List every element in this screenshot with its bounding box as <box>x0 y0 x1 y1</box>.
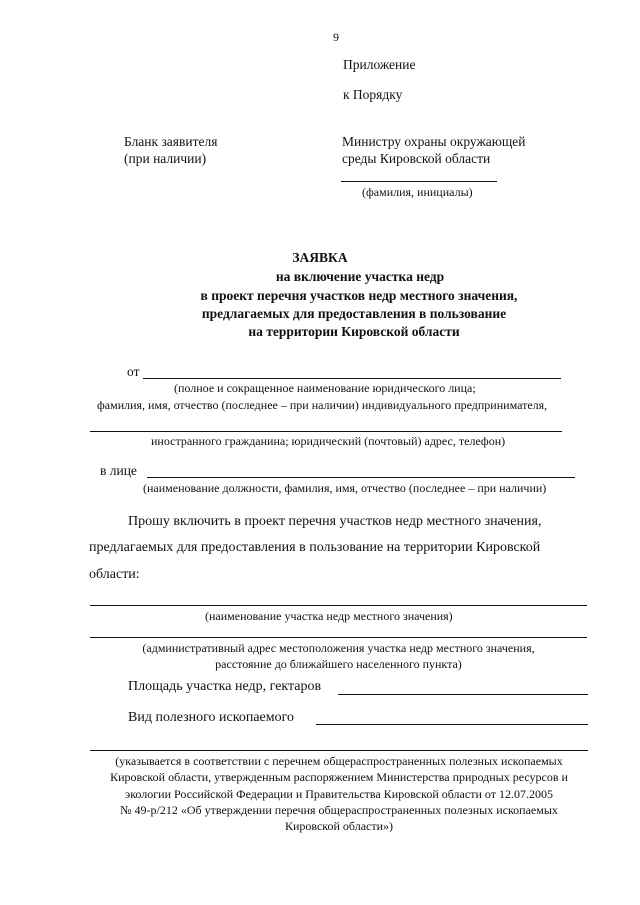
footnote-line1: (указывается в соответствии с перечнем общераспространенных полезных ископаемых <box>115 754 563 768</box>
footnote-line4: № 49-р/212 «Об утверждении перечня общераспространенных полезных ископаемых <box>120 803 558 817</box>
footnote-line5: Кировской области») <box>284 819 394 833</box>
request-line3: области: <box>89 567 140 582</box>
request-line1: Прошу включить в проект перечня участков недр местного значения, <box>128 514 542 529</box>
title-line3: предлагаемых для предоставления в пользование <box>201 306 507 321</box>
from-label: от <box>127 364 140 379</box>
site-address-line <box>90 637 587 638</box>
from-field-line2 <box>90 431 562 432</box>
page-number: 9 <box>333 30 339 44</box>
document-title: ЗАЯВКА <box>292 250 348 265</box>
from-field-line <box>143 378 561 379</box>
addressee-line1: Министру охраны окружающей <box>342 134 526 149</box>
person-label: в лице <box>100 463 137 478</box>
appendix-order: к Порядку <box>343 87 403 102</box>
person-field-line <box>147 477 575 478</box>
appendix-label: Приложение <box>343 57 416 72</box>
title-line1: на включение участка недр <box>275 269 445 284</box>
title-line2: в проект перечня участков недр местного значения, <box>200 288 518 303</box>
site-name-hint: (наименование участка недр местного значения) <box>205 609 453 623</box>
from-hint-line3: иностранного гражданина; юридический (почтовый) адрес, телефон) <box>151 434 506 448</box>
area-label: Площадь участка недр, гектаров <box>128 679 322 694</box>
area-field-line <box>338 694 588 695</box>
site-address-hint2: расстояние до ближайшего населенного пункта) <box>215 657 462 671</box>
footnote-line2: Кировской области, утвержденным распоряжением Министерства природных ресурсов и <box>110 770 568 784</box>
addressee-name-line <box>341 181 497 182</box>
site-address-hint1: (административный адрес местоположения участка недр местного значения, <box>142 641 535 655</box>
title-line4: на территории Кировской области <box>248 324 460 339</box>
footnote-line3: экологии Российской Федерации и Правительства Кировской области от 12.07.2005 <box>125 787 553 801</box>
applicant-form-note: (при наличии) <box>124 151 207 166</box>
footnote-line <box>90 750 588 751</box>
site-name-line <box>90 605 587 606</box>
mineral-label: Вид полезного ископаемого <box>128 710 295 725</box>
mineral-field-line <box>316 724 588 725</box>
from-hint-line2: фамилия, имя, отчество (последнее – при наличии) индивидуального предпринимателя, <box>97 398 548 412</box>
addressee-line2: среды Кировской области <box>342 151 491 166</box>
request-line2: предлагаемых для предоставления в пользование на территории Кировской <box>89 540 541 555</box>
person-hint: (наименование должности, фамилия, имя, отчество (последнее – при наличии) <box>143 481 547 495</box>
applicant-form-label: Бланк заявителя <box>124 134 218 149</box>
from-hint-line1: (полное и сокращенное наименование юридического лица; <box>174 381 476 395</box>
addressee-name-hint: (фамилия, инициалы) <box>362 185 473 199</box>
